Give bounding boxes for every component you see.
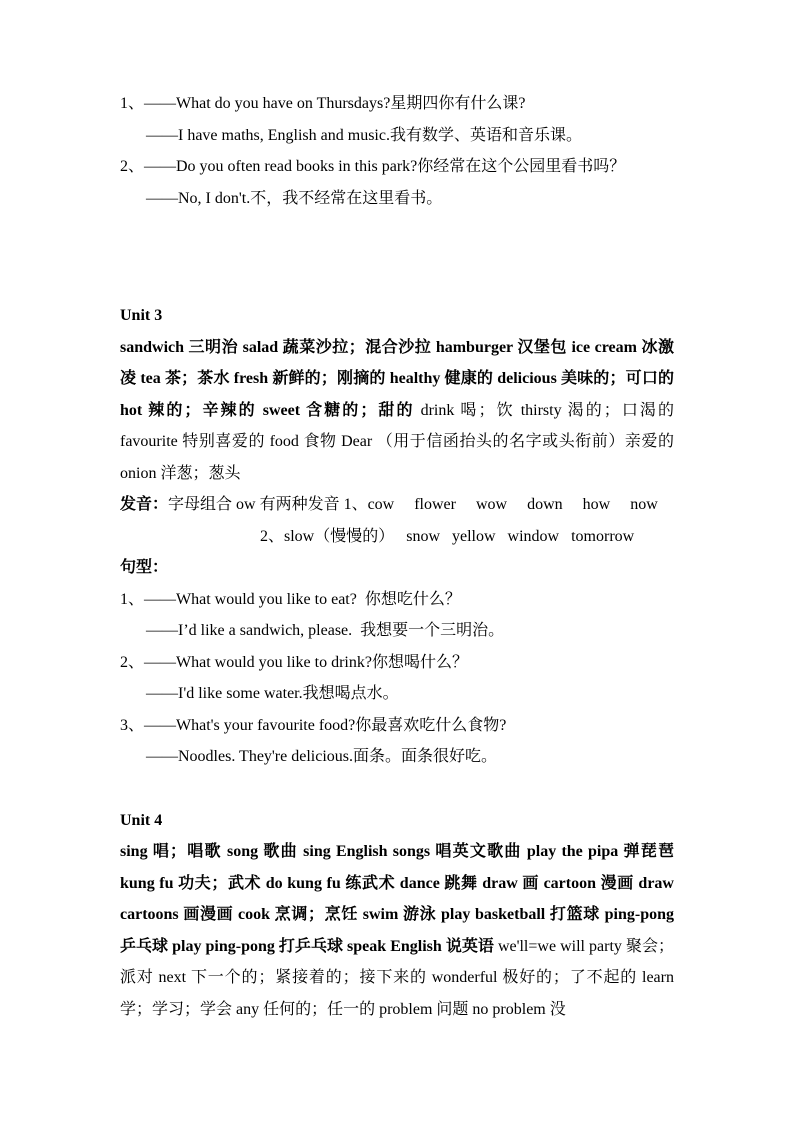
unit-3-heading bbox=[120, 300, 674, 332]
bold-text-run: 句型： bbox=[120, 559, 169, 576]
unit3-dialogue-1-answer bbox=[120, 615, 674, 647]
text-run: ——No, I don't.不，我不经常在这里看书。 bbox=[146, 189, 443, 207]
unit3-dialogue-2-question bbox=[120, 647, 674, 679]
unit-3-vocabulary bbox=[120, 332, 674, 490]
text-run: 字母组合 ow 有两种发音 1、cow flower wow down how now bbox=[168, 496, 658, 513]
text-run: 2、slow（慢慢的） snow yellow window tomorrow bbox=[260, 527, 635, 545]
text-run: ——I have maths, English and music.我有数学、英语和音乐课。 bbox=[146, 126, 582, 144]
text-run: ——I’d like a sandwich, please. 我想要一个三明治。 bbox=[146, 622, 505, 639]
unit2-dialogue-2-answer bbox=[120, 183, 674, 215]
bold-text-run: 发音： bbox=[120, 496, 169, 513]
bold-text-run: sandwich 三明治 salad 蔬菜沙拉；混合沙拉 hamburger 汉堡包 ice cream 冰激凌 tea 茶；茶水 fresh 新鲜的；刚摘的 healthy 健康的 delicious 美味的；可口的 hot 辣的；辛辣的 sweet 含糖的；甜的 bbox=[120, 338, 674, 419]
unit2-dialogue-1-question bbox=[120, 88, 674, 120]
unit-4-vocabulary bbox=[120, 836, 674, 1025]
text-run: drink 喝；饮 thirsty 渴的；口渴的 favourite 特别喜爱的 food 食物 Dear （用于信函抬头的名字或头衔前）亲爱的 onion 洋葱；葱头 bbox=[120, 401, 674, 482]
unit-3-pronunciation-line-1 bbox=[120, 489, 674, 521]
unit3-dialogue-1-question bbox=[120, 584, 674, 616]
text-run: 2、——Do you often read books in this park?你经常在这个公园里看书吗？ bbox=[120, 158, 626, 175]
bold-text-run: Unit 3 bbox=[120, 307, 163, 324]
unit-3-pronunciation-line-2 bbox=[120, 521, 674, 553]
unit3-dialogue-2-answer bbox=[120, 678, 674, 710]
unit-4-heading bbox=[120, 805, 674, 837]
text-run: 1、——What do you have on Thursdays?星期四你有什么课? bbox=[120, 95, 526, 112]
text-run: we'll=we will party 聚会；派对 next 下一个的；紧接着的；接下来的 wonderful 极好的；了不起的 learn 学；学习；学会 any 任何的；任一的 problem 问题 no problem 没 bbox=[120, 937, 674, 1018]
text-run: 1、——What would you like to eat? 你想吃什么？ bbox=[120, 590, 461, 608]
sentence-pattern-heading bbox=[120, 552, 674, 584]
unit3-dialogue-3-answer bbox=[120, 741, 674, 773]
document-body bbox=[120, 88, 674, 1025]
unit2-dialogue-2-question bbox=[120, 151, 674, 183]
text-run: ——I'd like some water.我想喝点水。 bbox=[146, 685, 399, 702]
text-run: ——Noodles. They're delicious.面条。面条很好吃。 bbox=[146, 748, 497, 765]
bold-text-run: Unit 4 bbox=[120, 811, 163, 829]
text-run: 3、——What's your favourite food?你最喜欢吃什么食物? bbox=[120, 716, 507, 734]
unit2-dialogue-1-answer bbox=[120, 120, 674, 152]
text-run: 2、——What would you like to drink?你想喝什么？ bbox=[120, 653, 468, 671]
bold-text-run: sing 唱；唱歌 song 歌曲 sing English songs 唱英文歌曲 play the pipa 弹琵琶 kung fu 功夫；武术 do kung fu 练武术 dance 跳舞 draw 画 cartoon 漫画 draw cartoons 画漫画 cook 烹调；烹饪 swim 游泳 play basketball 打篮球 ping-pong 乒乓球 play ping-pong 打乒乓球 speak English 说英语 bbox=[120, 843, 674, 955]
unit3-dialogue-3-question bbox=[120, 710, 674, 742]
